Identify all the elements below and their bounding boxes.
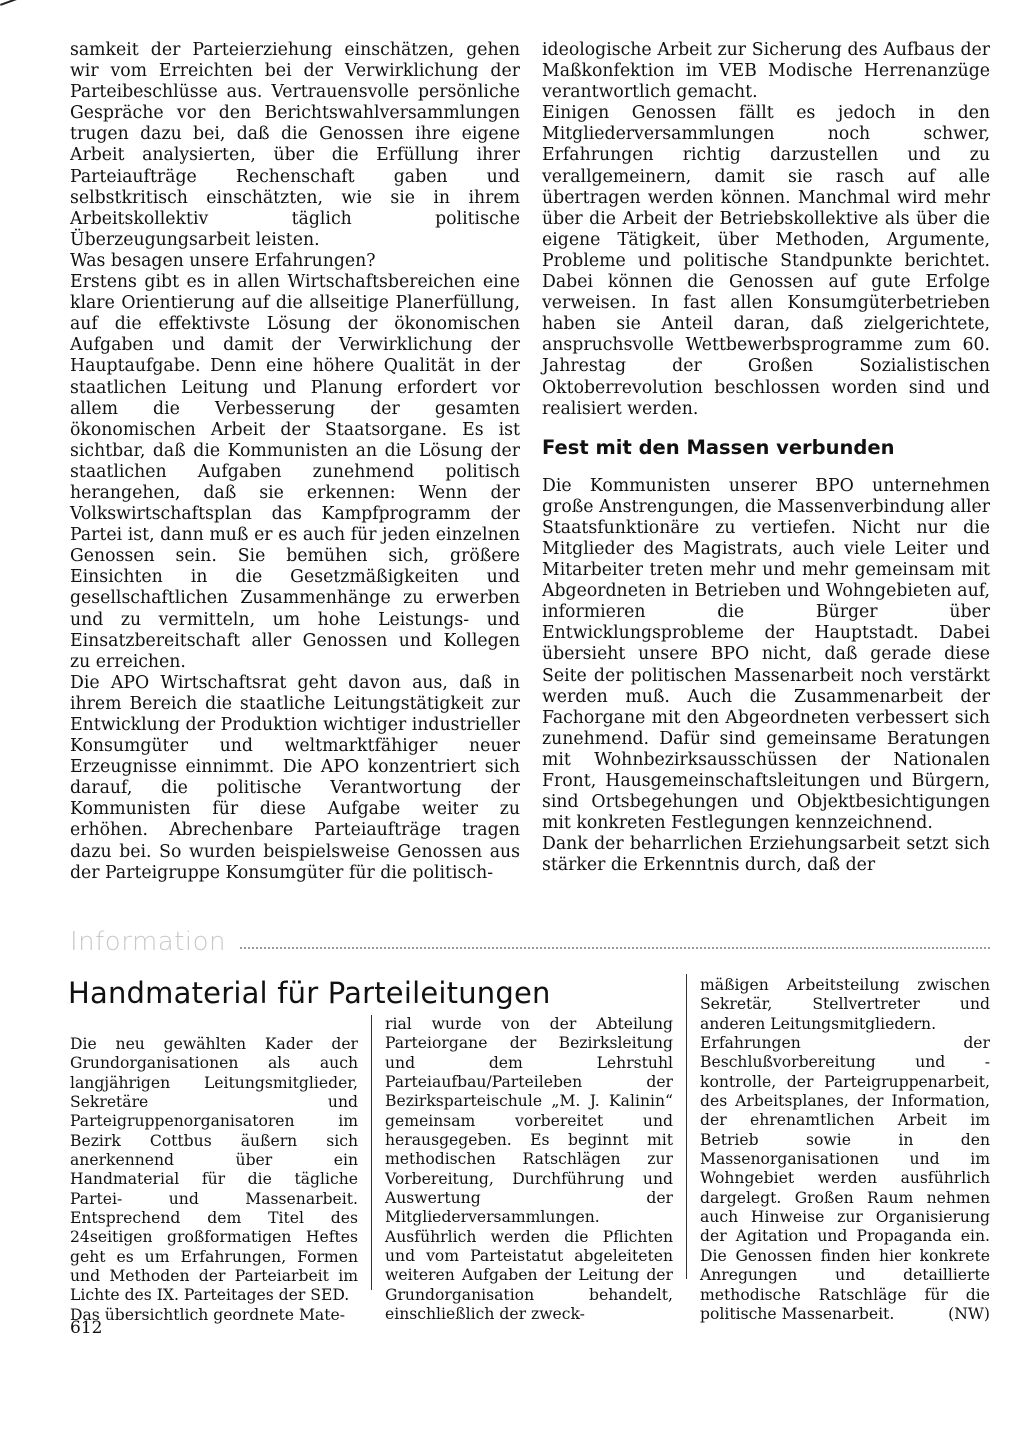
paragraph: ideologische Arbeit zur Sicherung des Aufbaus der Maßkonfektion im VEB Modische Herrenanzüge verantwortlich gemacht. — [542, 40, 990, 103]
article-left-column — [70, 40, 520, 884]
paragraph: Erstens gibt es in allen Wirtschaftsbereichen eine klare Orientierung auf die allseitige Planerfüllung, auf die effektivste Lösung der ökonomischen Aufgaben und damit der Verwirklichung der Hauptaufgabe. Denn eine höhere Qualität in der staatlichen Leitung und Planung erfordert vor allem die Verbesserung der gesamten ökonomischen Arbeit der Staatsorgane. Es ist sichtbar, daß die Kommunisten an die Lösung der staatlichen Aufgaben zunehmend politisch herangehen, daß sie erkennen: Wenn der Volkswirtschaftsplan das Kampfprogramm der Partei ist, dann muß er es auch für jeden einzelnen Genossen sein. Sie bemühen sich, größere Einsichten in die Gesetzmäßigkeiten und gesellschaftlichen Zusammenhänge zu erwerben und zu vermitteln, um hohe Leistungs- und Einsatzbereitschaft aller Genossen und Kollegen zu erreichen. — [70, 272, 520, 672]
information-divider — [70, 925, 990, 961]
information-title: Handmaterial für Parteileitungen — [68, 976, 551, 1010]
article-right-column — [542, 40, 990, 876]
column-separator — [371, 1015, 372, 1290]
information-column-2 — [385, 1015, 673, 1325]
paragraph — [700, 1034, 990, 1324]
section-heading: Fest mit den Massen verbunden — [542, 435, 895, 459]
information-label: Information — [70, 927, 227, 957]
corner-mark — [0, 0, 21, 6]
information-column-3 — [700, 976, 990, 1324]
paragraph: Die Kommunisten unserer BPO unternehmen große Anstrengungen, die Massenverbindung aller Staatsfunktionäre zu vertiefen. Nicht nur die Mitglieder des Magistrats, auch viele Leiter und Mitarbeiter treten mehr und mehr gemeinsam mit Abgeordneten in Betrieben und Wohngebieten auf, informieren die Bürger über Entwicklungsprobleme der Hauptstadt. Dabei übersieht unsere BPO nicht, daß gerade diese Seite der politischen Massenarbeit noch verstärkt werden muß. Auch die Zusammenarbeit der Fachorgane mit den Abgeordneten verbessert sich zunehmend. Dafür sind gemeinsame Beratungen mit Wohnbezirksausschüssen der Nationalen Front, Hausgemeinschaftsleitungen und Bürgern, sind Ortsbegehungen und Objektbesichtigungen mit konkreten Festlegungen kennzeichnend. — [542, 475, 990, 834]
paragraph: rial wurde von der Abteilung Parteiorgane der Bezirksleitung und dem Lehrstuhl Parteiaufbau/Parteileben der Bezirksparteischule „M. J. Kalinin“ gemeinsam vorbereitet und herausgegeben. Es beginnt mit methodischen Ratschlägen zur Vorbereitung, Durchführung und Auswertung der Mitgliederversammlungen. Ausführlich werden die Pflichten und vom Parteistatut abgeleiteten weiteren Aufgaben der Leitung der Grundorganisation behandelt, einschließlich der zweck- — [385, 1015, 673, 1324]
paragraph-text: Erfahrungen der Beschlußvorbereitung und -kontrolle, der Parteigruppenarbeit, des Arbeitsplanes, der Information, der ehrenamtlichen Arbeit im Betrieb sowie in den Massenorganisationen und im Wohngebiet werden ausführlich dargelegt. Großen Raum nehmen auch Hinweise zur Organisierung der Agitation und Propaganda ein. Die Genossen finden hier konkrete Anregungen und detaillierte methodische Ratschläge für die politische Massenarbeit. — [700, 1034, 990, 1323]
paragraph: Die APO Wirtschaftsrat geht davon aus, daß in ihrem Bereich die staatliche Leitungstätigkeit zur Entwicklung der Produktion wichtiger industrieller Konsumgüter und weltmarktfähiger neuer Erzeugnisse einnimmt. Die APO konzentriert sich darauf, die politische Verantwortung der Kommunisten für diese Aufgabe weiter zu erhöhen. Abrechenbare Parteiaufträge tragen dazu bei. So wurden beispielsweise Genossen aus der Parteigruppe Konsumgüter für die politisch- — [70, 672, 520, 883]
paragraph: mäßigen Arbeitsteilung zwischen Sekretär, Stellvertreter und anderen Leitungsmitgliedern. — [700, 976, 990, 1033]
column-separator — [686, 974, 687, 1279]
author-signature: (NW) — [948, 1304, 990, 1323]
page-number: 612 — [70, 1318, 103, 1338]
paragraph: samkeit der Parteierziehung einschätzen, gehen wir vom Erreichten bei der Verwirklichung der Parteibeschlüsse aus. Vertrauensvolle persönliche Gespräche vor den Berichtswahlversammlungen trugen dazu bei, daß die Genossen ihre eigene Arbeit analysierten, über die Erfüllung ihrer Parteiaufträge Rechenschaft gaben und selbstkritisch einschätzten, wie sie in ihrem Arbeitskollektiv täglich politische Überzeugungsarbeit leisten. — [70, 40, 520, 250]
paragraph: Das übersichtlich geordnete Mate- — [70, 1305, 345, 1324]
paragraph: Dank der beharrlichen Erziehungsarbeit setzt sich stärker die Erkenntnis durch, daß der — [542, 834, 990, 876]
paragraph: Einigen Genossen fällt es jedoch in den Mitgliederversammlungen noch schwer, Erfahrungen richtig darzustellen und zu verallgemeinern, damit sie rasch auf alle übertragen werden können. Manchmal wird mehr über die Arbeit der Betriebskollektive als über die eigene Tätigkeit, über Methoden, Argumente, Probleme und politische Standpunkte berichtet. Dabei können die Genossen auf gute Erfolge verweisen. In fast allen Konsumgüterbetrieben haben sie Anteil daran, daß zielgerichtete, anspruchsvolle Wettbewerbsprogramme zum 60. Jahrestag der Großen Sozialistischen Oktoberrevolution beschlossen worden sind und realisiert werden. — [542, 103, 990, 419]
information-column-1 — [70, 1035, 358, 1325]
paragraph: Die neu gewählten Kader der Grundorganisationen als auch langjährigen Leitungsmitglieder, Sekretäre und Parteigruppenorganisatoren im Bezirk Cottbus äußern sich anerkennend über ein Handmaterial für die tägliche Partei- und Massenarbeit. Entsprechend dem Titel des 24seitigen großformatigen Heftes geht es um Erfahrungen, Formen und Methoden der Parteiarbeit im Lichte des IX. Parteitages der SED. — [70, 1035, 358, 1305]
paragraph: Was besagen unsere Erfahrungen? — [70, 250, 376, 271]
dotted-rule — [240, 947, 990, 949]
